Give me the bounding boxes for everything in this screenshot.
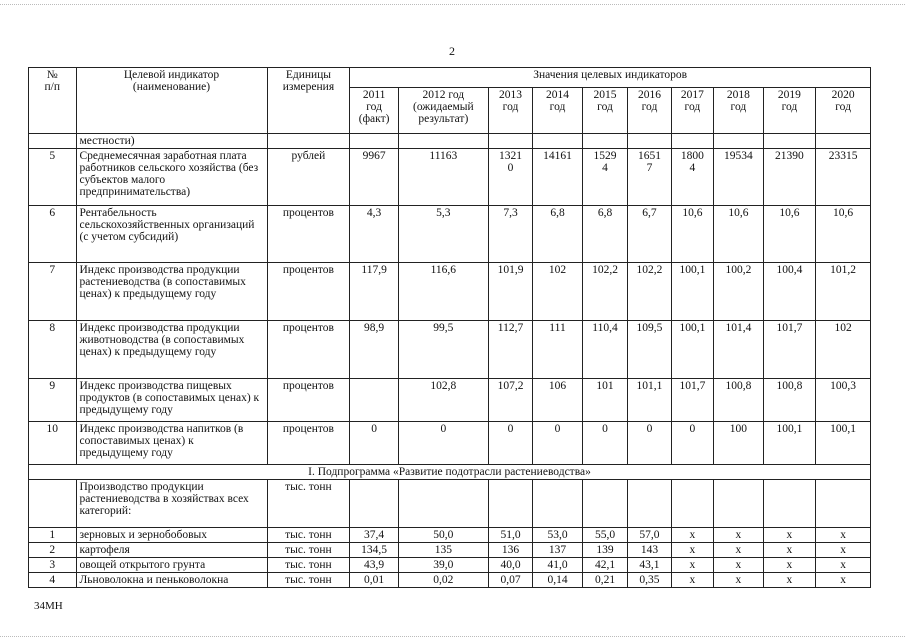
row-value: 0 (350, 422, 399, 465)
row-value: 0,35 (628, 573, 671, 588)
row-value: 0 (533, 422, 583, 465)
continuation-value-cell (350, 134, 399, 149)
row-value: х (816, 528, 871, 543)
table-row (29, 321, 871, 379)
row-value: х (763, 528, 816, 543)
row-value: 101,7 (763, 321, 816, 379)
row-value: 106 (533, 379, 583, 422)
table-row (29, 422, 871, 465)
row-value: 100,3 (816, 379, 871, 422)
table-row (29, 149, 871, 206)
scan-edge-top (0, 4, 905, 5)
continuation-num-cell (29, 134, 77, 149)
continuation-value-cell (488, 134, 532, 149)
row-value: 135 (398, 543, 488, 558)
row-value: 1321 0 (488, 149, 532, 206)
row-value: 98,9 (350, 321, 399, 379)
continuation-value-cell (671, 134, 713, 149)
row-indicator-name: картофеля (76, 543, 267, 558)
row-value: 55,0 (582, 528, 627, 543)
row-value: 100,1 (816, 422, 871, 465)
subheader-value-cell (671, 480, 713, 528)
header-year: 2018 год (714, 88, 764, 134)
continuation-text: местности) (76, 134, 267, 149)
row-value: 100,1 (671, 263, 713, 321)
header-year: 2016 год (628, 88, 671, 134)
table-row (29, 206, 871, 263)
row-num: 7 (29, 263, 77, 321)
row-value: 50,0 (398, 528, 488, 543)
row-value: 101,2 (816, 263, 871, 321)
subheader-value-cell (582, 480, 627, 528)
row-value: 21390 (763, 149, 816, 206)
scan-edge-bottom (0, 636, 905, 637)
row-value: 6,8 (533, 206, 583, 263)
row-unit: тыс. тонн (267, 543, 350, 558)
row-value: 14161 (533, 149, 583, 206)
row-value: 111 (533, 321, 583, 379)
table-row (29, 543, 871, 558)
row-value: 101,9 (488, 263, 532, 321)
row-indicator-name: овощей открытого грунта (76, 558, 267, 573)
header-year: 2019 год (763, 88, 816, 134)
row-value: 112,7 (488, 321, 532, 379)
row-indicator-name: Среднемесячная заработная плата работников сельского хозяйства (без субъектов малого предпринимательства) (76, 149, 267, 206)
row-value: 0 (582, 422, 627, 465)
row-value: 42,1 (582, 558, 627, 573)
row-value: 101,7 (671, 379, 713, 422)
header-unit: Единицы измерения (267, 68, 350, 134)
row-num: 9 (29, 379, 77, 422)
row-value: 107,2 (488, 379, 532, 422)
header-year: 2015 год (582, 88, 627, 134)
row-value: 43,9 (350, 558, 399, 573)
header-year: 2020 год (816, 88, 871, 134)
row-num: 4 (29, 573, 77, 588)
row-value: 116,6 (398, 263, 488, 321)
subheader-num-cell (29, 480, 77, 528)
row-value: х (671, 573, 713, 588)
header-row (29, 68, 871, 88)
row-value: 100,8 (763, 379, 816, 422)
row-value: 136 (488, 543, 532, 558)
row-value: 143 (628, 543, 671, 558)
row-unit: процентов (267, 379, 350, 422)
row-value: 139 (582, 543, 627, 558)
row-num: 6 (29, 206, 77, 263)
row-value: 37,4 (350, 528, 399, 543)
row-indicator-name: Индекс производства пищевых продуктов (в сопоставимых ценах) к предыдущему году (76, 379, 267, 422)
row-unit: тыс. тонн (267, 573, 350, 588)
row-value: 6,7 (628, 206, 671, 263)
row-value: 0,21 (582, 573, 627, 588)
row-value: 1651 7 (628, 149, 671, 206)
row-value: 102,2 (582, 263, 627, 321)
header-values-title: Значения целевых индикаторов (350, 68, 871, 88)
subheader-value-cell (398, 480, 488, 528)
row-num: 10 (29, 422, 77, 465)
continuation-value-cell (714, 134, 764, 149)
row-indicator-name: Рентабельность сельскохозяйственных организаций (с учетом субсидий) (76, 206, 267, 263)
row-value: 102 (533, 263, 583, 321)
continuation-value-cell (763, 134, 816, 149)
row-value: 10,6 (671, 206, 713, 263)
row-unit: процентов (267, 321, 350, 379)
row-value: х (816, 573, 871, 588)
row-value: х (714, 528, 764, 543)
row-indicator-name: Индекс производства напитков (в сопоставимых ценах) к предыдущему году (76, 422, 267, 465)
row-value: х (671, 558, 713, 573)
row-value: 100,8 (714, 379, 764, 422)
row-unit: тыс. тонн (267, 528, 350, 543)
row-value: 23315 (816, 149, 871, 206)
row-value: 102,8 (398, 379, 488, 422)
row-value: 43,1 (628, 558, 671, 573)
subheader-name: Производство продукции растениеводства в хозяйствах всех категорий: (76, 480, 267, 528)
header-year: 2014 год (533, 88, 583, 134)
row-value: 0,07 (488, 573, 532, 588)
row-value: 41,0 (533, 558, 583, 573)
subheader-value-cell (533, 480, 583, 528)
continuation-value-cell (582, 134, 627, 149)
row-value: 5,3 (398, 206, 488, 263)
continuation-value-cell (398, 134, 488, 149)
page-number: 2 (449, 44, 455, 58)
row-unit: рублей (267, 149, 350, 206)
row-indicator-name: зерновых и зернобобовых (76, 528, 267, 543)
section-title: I. Подпрограмма «Развитие подотрасли растениеводства» (29, 465, 871, 480)
subheader-value-cell (628, 480, 671, 528)
row-value: 99,5 (398, 321, 488, 379)
row-value: 110,4 (582, 321, 627, 379)
row-value: 134,5 (350, 543, 399, 558)
row-value: 53,0 (533, 528, 583, 543)
row-value: 109,5 (628, 321, 671, 379)
row-value: 0 (398, 422, 488, 465)
row-value: 0,14 (533, 573, 583, 588)
row-value: 40,0 (488, 558, 532, 573)
row-value: 100 (714, 422, 764, 465)
row-value: 11163 (398, 149, 488, 206)
subheader-value-cell (488, 480, 532, 528)
row-value: 102,2 (628, 263, 671, 321)
table-body (29, 68, 871, 588)
row-value: 100,2 (714, 263, 764, 321)
header-year: 2012 год (ожидаемый результат) (398, 88, 488, 134)
subheader-value-cell (816, 480, 871, 528)
subheader-row (29, 480, 871, 528)
row-indicator-name: Индекс производства продукции животноводства (в сопоставимых ценах) к предыдущему году (76, 321, 267, 379)
row-value: 39,0 (398, 558, 488, 573)
row-value: 101,1 (628, 379, 671, 422)
row-value (350, 379, 399, 422)
row-num: 2 (29, 543, 77, 558)
row-indicator-name: Индекс производства продукции растениеводства (в сопоставимых ценах) к предыдущему году (76, 263, 267, 321)
table-row (29, 573, 871, 588)
row-value: 10,6 (816, 206, 871, 263)
subheader-value-cell (714, 480, 764, 528)
header-indicator: Целевой индикатор (наименование) (76, 68, 267, 134)
row-value: 19534 (714, 149, 764, 206)
row-unit: процентов (267, 263, 350, 321)
row-value: х (671, 543, 713, 558)
row-value: 100,1 (671, 321, 713, 379)
row-value: 1800 4 (671, 149, 713, 206)
row-value: х (816, 543, 871, 558)
continuation-row (29, 134, 871, 149)
row-num: 1 (29, 528, 77, 543)
row-value: 102 (816, 321, 871, 379)
section-row (29, 465, 871, 480)
row-value: 0,01 (350, 573, 399, 588)
row-indicator-name: Льноволокна и пеньковолокна (76, 573, 267, 588)
subheader-value-cell (350, 480, 399, 528)
row-value: х (671, 528, 713, 543)
row-value: 10,6 (763, 206, 816, 263)
row-num: 5 (29, 149, 77, 206)
row-value: 0 (671, 422, 713, 465)
row-value: 101,4 (714, 321, 764, 379)
continuation-unit-cell (267, 134, 350, 149)
row-value: х (714, 558, 764, 573)
row-value: 6,8 (582, 206, 627, 263)
row-value: 0 (628, 422, 671, 465)
row-num: 8 (29, 321, 77, 379)
row-value: х (763, 558, 816, 573)
continuation-value-cell (533, 134, 583, 149)
row-value: 7,3 (488, 206, 532, 263)
row-value: 137 (533, 543, 583, 558)
row-value: 100,4 (763, 263, 816, 321)
footer-code: 34МН (34, 600, 63, 612)
row-value: х (714, 573, 764, 588)
subheader-unit: тыс. тонн (267, 480, 350, 528)
subheader-value-cell (763, 480, 816, 528)
row-value: 117,9 (350, 263, 399, 321)
row-value: х (714, 543, 764, 558)
row-value: х (816, 558, 871, 573)
table-row (29, 263, 871, 321)
header-num: № п/п (29, 68, 77, 134)
row-unit: процентов (267, 206, 350, 263)
row-value: 1529 4 (582, 149, 627, 206)
row-value: 100,1 (763, 422, 816, 465)
row-unit: тыс. тонн (267, 558, 350, 573)
header-year: 2011 год (факт) (350, 88, 399, 134)
row-value: 4,3 (350, 206, 399, 263)
row-value: х (763, 573, 816, 588)
table-row (29, 379, 871, 422)
row-value: 10,6 (714, 206, 764, 263)
row-unit: процентов (267, 422, 350, 465)
table-row (29, 528, 871, 543)
row-value: 0 (488, 422, 532, 465)
table-row (29, 558, 871, 573)
row-num: 3 (29, 558, 77, 573)
row-value: 0,02 (398, 573, 488, 588)
row-value: 57,0 (628, 528, 671, 543)
continuation-value-cell (628, 134, 671, 149)
row-value: 101 (582, 379, 627, 422)
row-value: х (763, 543, 816, 558)
header-year: 2013 год (488, 88, 532, 134)
continuation-value-cell (816, 134, 871, 149)
row-value: 9967 (350, 149, 399, 206)
row-value: 51,0 (488, 528, 532, 543)
target-indicators-table (28, 67, 871, 588)
header-year: 2017 год (671, 88, 713, 134)
